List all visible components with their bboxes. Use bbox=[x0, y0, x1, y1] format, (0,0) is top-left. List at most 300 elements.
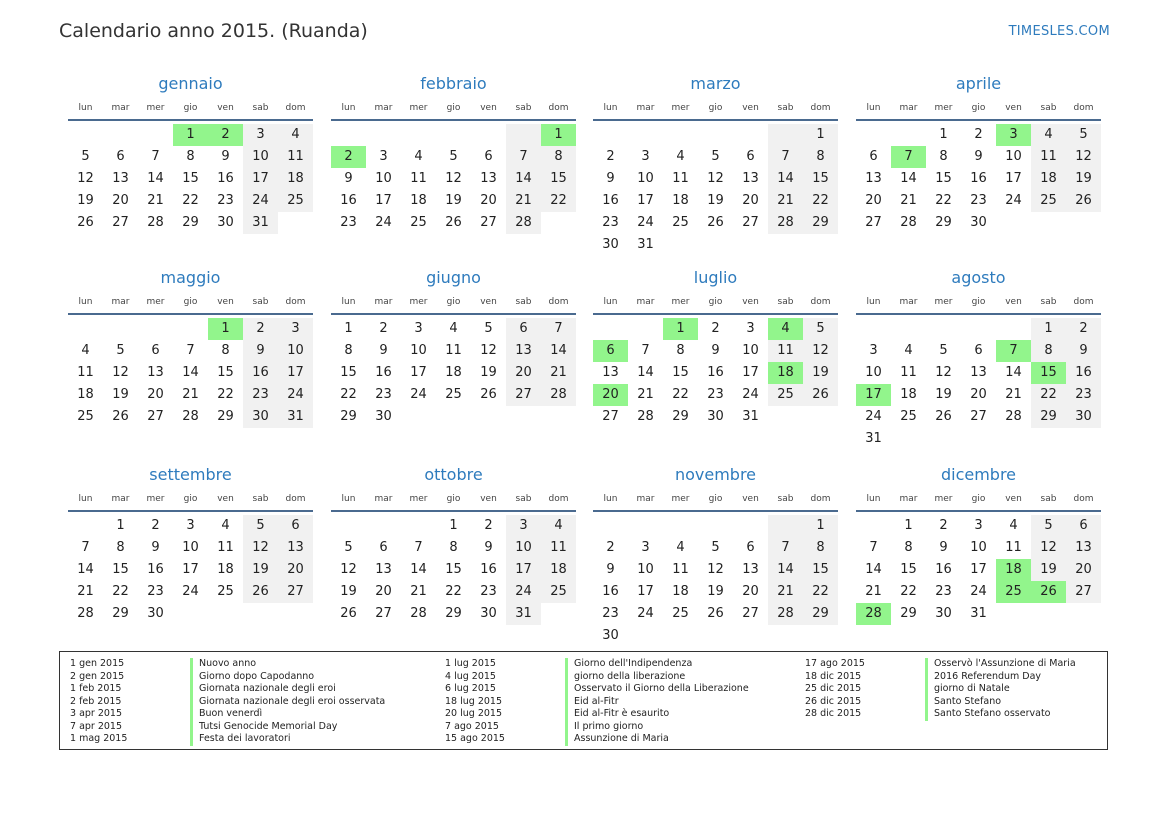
day-cell: 7 bbox=[81, 540, 90, 555]
weekday-label: mer bbox=[934, 103, 953, 113]
day-cell: 9 bbox=[243, 340, 278, 362]
weekday-label: mer bbox=[671, 494, 690, 504]
day-cell: 10 bbox=[506, 537, 541, 559]
day-cell: 8 bbox=[904, 540, 913, 555]
day-cell: 5 bbox=[116, 343, 125, 358]
day-cell: 20 bbox=[742, 584, 759, 599]
empty-day-cell bbox=[471, 124, 506, 146]
day-cell: 28 bbox=[77, 606, 94, 621]
empty-day-cell bbox=[173, 318, 208, 340]
day-cell: 11 bbox=[410, 171, 427, 186]
month-divider bbox=[856, 313, 1101, 315]
day-grid bbox=[68, 515, 313, 625]
day-cell: 13 bbox=[865, 171, 882, 186]
weekday-label: ven bbox=[480, 297, 497, 307]
legend-entry bbox=[70, 658, 385, 671]
month-febbraio bbox=[331, 73, 576, 234]
day-cell: 16 bbox=[217, 171, 234, 186]
day-cell: 10 bbox=[278, 340, 313, 362]
weekday-label: ven bbox=[742, 103, 759, 113]
day-cell: 24 bbox=[865, 409, 882, 424]
day-cell: 31 bbox=[742, 409, 759, 424]
empty-day-cell bbox=[856, 124, 891, 146]
day-cell: 23 bbox=[217, 193, 234, 208]
day-cell: 27 bbox=[112, 215, 129, 230]
day-cell: 16 bbox=[147, 562, 164, 577]
day-cell: 4 bbox=[221, 518, 230, 533]
weekday-label: gio bbox=[446, 494, 461, 504]
empty-day-cell bbox=[593, 124, 628, 146]
day-cell: 13 bbox=[1066, 537, 1101, 559]
holiday-day-cell: 1 bbox=[541, 124, 576, 146]
day-cell: 19 bbox=[707, 584, 724, 599]
day-cell: 11 bbox=[1031, 146, 1066, 168]
month-divider bbox=[68, 119, 313, 121]
day-cell: 10 bbox=[375, 171, 392, 186]
empty-day-cell bbox=[401, 515, 436, 537]
weekday-label: sab bbox=[515, 297, 532, 307]
day-cell: 15 bbox=[900, 562, 917, 577]
day-grid bbox=[593, 318, 838, 428]
day-cell: 20 bbox=[742, 193, 759, 208]
day-cell: 5 bbox=[344, 540, 353, 555]
day-cell: 10 bbox=[637, 171, 654, 186]
legend-entry bbox=[445, 658, 749, 671]
weekday-label: dom bbox=[810, 494, 831, 504]
legend-date: 15 ago 2015 bbox=[445, 733, 505, 744]
day-cell: 9 bbox=[974, 149, 983, 164]
day-cell: 14 bbox=[182, 365, 199, 380]
day-cell: 7 bbox=[186, 343, 195, 358]
day-cell: 15 bbox=[541, 168, 576, 190]
month-divider bbox=[593, 313, 838, 315]
empty-day-cell bbox=[68, 124, 103, 146]
day-cell: 11 bbox=[77, 365, 94, 380]
day-cell: 17 bbox=[506, 559, 541, 581]
day-cell: 21 bbox=[410, 584, 427, 599]
legend-column-2 bbox=[445, 658, 749, 746]
day-cell: 5 bbox=[1066, 124, 1101, 146]
day-cell: 2 bbox=[606, 540, 615, 555]
empty-day-cell bbox=[628, 515, 663, 537]
empty-day-cell bbox=[698, 515, 733, 537]
day-cell: 29 bbox=[112, 606, 129, 621]
day-cell: 11 bbox=[278, 146, 313, 168]
day-cell: 14 bbox=[77, 562, 94, 577]
brand-link[interactable]: TIMESLES.COM bbox=[1008, 24, 1110, 39]
month-title: giugno bbox=[426, 268, 481, 287]
weekday-label: lun bbox=[341, 297, 356, 307]
day-cell: 28 bbox=[410, 606, 427, 621]
day-cell: 19 bbox=[1066, 168, 1101, 190]
weekday-label: mer bbox=[934, 494, 953, 504]
weekday-label: dom bbox=[810, 103, 831, 113]
day-cell: 17 bbox=[243, 168, 278, 190]
day-cell: 15 bbox=[672, 365, 689, 380]
legend-date: 18 lug 2015 bbox=[445, 695, 502, 707]
weekday-header bbox=[68, 100, 313, 116]
legend-holiday-name: Santo Stefano osservato bbox=[925, 708, 1051, 721]
legend-date: 18 dic 2015 bbox=[805, 670, 862, 682]
weekday-label: ven bbox=[217, 103, 234, 113]
legend-holiday-name: Eid al-Fitr è esaurito bbox=[565, 708, 669, 721]
holiday-day-cell: 6 bbox=[593, 340, 628, 362]
day-cell: 8 bbox=[803, 146, 838, 168]
day-cell: 27 bbox=[147, 409, 164, 424]
weekday-header bbox=[856, 100, 1101, 116]
weekday-label: lun bbox=[866, 297, 881, 307]
empty-day-cell bbox=[366, 124, 401, 146]
weekday-label: dom bbox=[1073, 103, 1094, 113]
empty-day-cell bbox=[996, 318, 1031, 340]
day-cell: 24 bbox=[637, 606, 654, 621]
day-cell: 1 bbox=[116, 518, 125, 533]
day-cell: 25 bbox=[541, 581, 576, 603]
day-cell: 8 bbox=[449, 540, 458, 555]
weekday-label: sab bbox=[1040, 297, 1057, 307]
day-cell: 25 bbox=[1031, 190, 1066, 212]
empty-day-cell bbox=[593, 318, 628, 340]
month-title: dicembre bbox=[940, 465, 1017, 484]
day-cell: 28 bbox=[1005, 409, 1022, 424]
day-cell: 11 bbox=[1005, 540, 1022, 555]
empty-day-cell bbox=[436, 124, 471, 146]
month-divider bbox=[593, 510, 838, 512]
holiday-day-cell: 2 bbox=[208, 124, 243, 146]
day-cell: 11 bbox=[900, 365, 917, 380]
day-cell: 29 bbox=[1031, 406, 1066, 428]
page-title: Calendario anno 2015. (Ruanda) bbox=[59, 20, 368, 42]
day-cell: 4 bbox=[904, 343, 913, 358]
legend-holiday-name: Giornata nazionale degli eroi bbox=[190, 683, 336, 696]
day-cell: 8 bbox=[939, 149, 948, 164]
day-cell: 25 bbox=[410, 215, 427, 230]
weekday-label: ven bbox=[480, 103, 497, 113]
empty-day-cell bbox=[628, 318, 663, 340]
day-cell: 17 bbox=[410, 365, 427, 380]
day-cell: 7 bbox=[506, 146, 541, 168]
weekday-label: gio bbox=[971, 297, 986, 307]
day-cell: 14 bbox=[147, 171, 164, 186]
legend-entry bbox=[445, 671, 749, 684]
weekday-label: mar bbox=[899, 297, 918, 307]
day-cell: 7 bbox=[641, 343, 650, 358]
month-divider bbox=[331, 510, 576, 512]
day-cell: 17 bbox=[278, 362, 313, 384]
legend-holiday-name: Assunzione di Maria bbox=[565, 733, 669, 746]
day-cell: 28 bbox=[541, 384, 576, 406]
day-cell: 21 bbox=[147, 193, 164, 208]
day-cell: 17 bbox=[1005, 171, 1022, 186]
day-cell: 8 bbox=[116, 540, 125, 555]
day-cell: 16 bbox=[935, 562, 952, 577]
day-cell: 2 bbox=[606, 149, 615, 164]
day-cell: 25 bbox=[768, 384, 803, 406]
day-cell: 26 bbox=[340, 606, 357, 621]
day-cell: 8 bbox=[803, 537, 838, 559]
day-cell: 12 bbox=[707, 562, 724, 577]
day-cell: 22 bbox=[182, 193, 199, 208]
day-cell: 21 bbox=[77, 584, 94, 599]
day-cell: 5 bbox=[711, 149, 720, 164]
holiday-day-cell: 18 bbox=[768, 362, 803, 384]
day-cell: 17 bbox=[182, 562, 199, 577]
empty-day-cell bbox=[331, 124, 366, 146]
day-cell: 9 bbox=[939, 540, 948, 555]
day-cell: 24 bbox=[637, 215, 654, 230]
day-cell: 16 bbox=[480, 562, 497, 577]
day-cell: 24 bbox=[243, 190, 278, 212]
day-cell: 3 bbox=[746, 321, 755, 336]
weekday-label: ven bbox=[1005, 297, 1022, 307]
legend-date: 6 lug 2015 bbox=[445, 683, 496, 694]
day-cell: 2 bbox=[484, 518, 493, 533]
day-cell: 18 bbox=[1031, 168, 1066, 190]
day-cell: 6 bbox=[1066, 515, 1101, 537]
day-cell: 21 bbox=[768, 581, 803, 603]
weekday-label: mer bbox=[409, 297, 428, 307]
day-cell: 20 bbox=[147, 387, 164, 402]
day-cell: 22 bbox=[445, 584, 462, 599]
empty-day-cell bbox=[891, 318, 926, 340]
weekday-label: gio bbox=[183, 297, 198, 307]
day-grid bbox=[856, 124, 1101, 234]
weekday-label: mar bbox=[636, 103, 655, 113]
day-cell: 13 bbox=[480, 171, 497, 186]
legend-date: 20 lug 2015 bbox=[445, 708, 502, 719]
day-cell: 9 bbox=[484, 540, 493, 555]
weekday-label: gio bbox=[971, 494, 986, 504]
day-cell: 12 bbox=[480, 343, 497, 358]
day-cell: 22 bbox=[112, 584, 129, 599]
day-cell: 26 bbox=[445, 215, 462, 230]
day-cell: 1 bbox=[803, 515, 838, 537]
day-cell: 5 bbox=[81, 149, 90, 164]
day-cell: 13 bbox=[375, 562, 392, 577]
day-cell: 9 bbox=[606, 171, 615, 186]
day-cell: 19 bbox=[340, 584, 357, 599]
day-cell: 18 bbox=[445, 365, 462, 380]
day-cell: 11 bbox=[672, 171, 689, 186]
day-cell: 1 bbox=[449, 518, 458, 533]
weekday-label: sab bbox=[1040, 494, 1057, 504]
weekday-header bbox=[856, 491, 1101, 507]
day-cell: 20 bbox=[1066, 559, 1101, 581]
day-cell: 17 bbox=[637, 584, 654, 599]
weekday-label: mar bbox=[636, 494, 655, 504]
weekday-label: mar bbox=[374, 297, 393, 307]
day-cell: 15 bbox=[217, 365, 234, 380]
day-cell: 21 bbox=[541, 362, 576, 384]
day-cell: 26 bbox=[803, 384, 838, 406]
day-cell: 27 bbox=[742, 215, 759, 230]
day-cell: 7 bbox=[768, 146, 803, 168]
legend-entry bbox=[805, 671, 1076, 684]
month-title: ottobre bbox=[424, 465, 483, 484]
day-cell: 29 bbox=[340, 409, 357, 424]
legend-holiday-name: giorno della liberazione bbox=[565, 671, 685, 684]
day-cell: 7 bbox=[414, 540, 423, 555]
day-cell: 13 bbox=[742, 171, 759, 186]
month-settembre bbox=[68, 464, 313, 625]
day-cell: 11 bbox=[217, 540, 234, 555]
day-cell: 7 bbox=[768, 537, 803, 559]
day-cell: 26 bbox=[707, 215, 724, 230]
day-cell: 25 bbox=[77, 409, 94, 424]
empty-day-cell bbox=[961, 318, 996, 340]
legend-entry bbox=[70, 696, 385, 709]
day-cell: 26 bbox=[112, 409, 129, 424]
empty-day-cell bbox=[138, 124, 173, 146]
day-cell: 19 bbox=[243, 559, 278, 581]
day-cell: 12 bbox=[935, 365, 952, 380]
day-cell: 23 bbox=[935, 584, 952, 599]
day-cell: 28 bbox=[900, 215, 917, 230]
day-cell: 6 bbox=[869, 149, 878, 164]
day-cell: 15 bbox=[445, 562, 462, 577]
weekday-label: sab bbox=[252, 494, 269, 504]
month-aprile bbox=[856, 73, 1101, 234]
weekday-label: mar bbox=[899, 103, 918, 113]
day-cell: 30 bbox=[970, 215, 987, 230]
legend-date: 3 apr 2015 bbox=[70, 708, 123, 719]
day-cell: 31 bbox=[506, 603, 541, 625]
legend-date: 17 ago 2015 bbox=[805, 658, 865, 669]
day-cell: 23 bbox=[243, 384, 278, 406]
legend-entry bbox=[445, 696, 749, 709]
day-cell: 6 bbox=[116, 149, 125, 164]
legend-holiday-name: Nuovo anno bbox=[190, 658, 256, 671]
day-cell: 3 bbox=[414, 321, 423, 336]
day-cell: 7 bbox=[541, 318, 576, 340]
day-cell: 22 bbox=[1031, 384, 1066, 406]
day-cell: 22 bbox=[541, 190, 576, 212]
day-cell: 20 bbox=[480, 193, 497, 208]
day-cell: 3 bbox=[641, 149, 650, 164]
day-cell: 1 bbox=[939, 127, 948, 142]
day-cell: 3 bbox=[974, 518, 983, 533]
day-cell: 17 bbox=[375, 193, 392, 208]
day-cell: 16 bbox=[1066, 362, 1101, 384]
day-cell: 9 bbox=[711, 343, 720, 358]
day-cell: 21 bbox=[865, 584, 882, 599]
legend-holiday-name: Giornata nazionale degli eroi osservata bbox=[190, 696, 385, 709]
legend-entry bbox=[805, 658, 1076, 671]
day-cell: 3 bbox=[869, 343, 878, 358]
day-cell: 9 bbox=[221, 149, 230, 164]
day-cell: 17 bbox=[742, 365, 759, 380]
day-cell: 28 bbox=[506, 212, 541, 234]
day-cell: 31 bbox=[278, 406, 313, 428]
day-cell: 30 bbox=[602, 237, 619, 252]
day-cell: 21 bbox=[900, 193, 917, 208]
empty-day-cell bbox=[768, 124, 803, 146]
day-cell: 12 bbox=[445, 171, 462, 186]
legend-date: 26 dic 2015 bbox=[805, 695, 862, 707]
holiday-day-cell: 15 bbox=[1031, 362, 1066, 384]
day-cell: 20 bbox=[865, 193, 882, 208]
day-cell: 19 bbox=[803, 362, 838, 384]
day-cell: 18 bbox=[672, 584, 689, 599]
day-cell: 22 bbox=[340, 387, 357, 402]
day-cell: 25 bbox=[900, 409, 917, 424]
empty-day-cell bbox=[698, 124, 733, 146]
weekday-label: dom bbox=[548, 297, 569, 307]
day-cell: 29 bbox=[445, 606, 462, 621]
empty-day-cell bbox=[733, 515, 768, 537]
day-cell: 23 bbox=[340, 215, 357, 230]
weekday-label: mar bbox=[899, 494, 918, 504]
legend-holiday-name: Osservato il Giorno della Liberazione bbox=[565, 683, 749, 696]
legend-date: 2 feb 2015 bbox=[70, 695, 122, 707]
weekday-label: dom bbox=[810, 297, 831, 307]
day-cell: 1 bbox=[904, 518, 913, 533]
day-cell: 19 bbox=[935, 387, 952, 402]
day-cell: 22 bbox=[803, 190, 838, 212]
legend-column-3 bbox=[805, 658, 1076, 721]
holiday-day-cell: 4 bbox=[768, 318, 803, 340]
empty-day-cell bbox=[663, 515, 698, 537]
empty-day-cell bbox=[663, 124, 698, 146]
day-cell: 2 bbox=[151, 518, 160, 533]
day-cell: 20 bbox=[112, 193, 129, 208]
empty-day-cell bbox=[366, 515, 401, 537]
month-title: agosto bbox=[951, 268, 1006, 287]
day-cell: 24 bbox=[182, 584, 199, 599]
holiday-day-cell: 1 bbox=[208, 318, 243, 340]
weekday-label: ven bbox=[742, 297, 759, 307]
day-cell: 6 bbox=[278, 515, 313, 537]
day-cell: 12 bbox=[112, 365, 129, 380]
day-cell: 13 bbox=[970, 365, 987, 380]
day-cell: 4 bbox=[676, 149, 685, 164]
day-cell: 23 bbox=[147, 584, 164, 599]
day-cell: 20 bbox=[506, 362, 541, 384]
day-cell: 30 bbox=[217, 215, 234, 230]
day-cell: 18 bbox=[672, 193, 689, 208]
day-cell: 18 bbox=[410, 193, 427, 208]
day-cell: 13 bbox=[278, 537, 313, 559]
day-cell: 14 bbox=[410, 562, 427, 577]
day-cell: 12 bbox=[340, 562, 357, 577]
month-title: settembre bbox=[149, 465, 232, 484]
day-cell: 28 bbox=[637, 409, 654, 424]
weekday-label: mer bbox=[409, 103, 428, 113]
day-cell: 14 bbox=[768, 168, 803, 190]
day-cell: 9 bbox=[151, 540, 160, 555]
day-cell: 6 bbox=[506, 318, 541, 340]
day-cell: 26 bbox=[707, 606, 724, 621]
legend-holiday-name: Buon venerdì bbox=[190, 708, 262, 721]
empty-day-cell bbox=[68, 318, 103, 340]
day-cell: 9 bbox=[606, 562, 615, 577]
weekday-label: sab bbox=[252, 103, 269, 113]
weekday-label: gio bbox=[446, 297, 461, 307]
day-cell: 12 bbox=[1066, 146, 1101, 168]
legend-entry bbox=[70, 721, 385, 734]
day-cell: 31 bbox=[865, 431, 882, 446]
day-cell: 14 bbox=[768, 559, 803, 581]
day-cell: 11 bbox=[768, 340, 803, 362]
day-cell: 24 bbox=[506, 581, 541, 603]
day-cell: 4 bbox=[278, 124, 313, 146]
day-cell: 8 bbox=[344, 343, 353, 358]
day-cell: 10 bbox=[637, 562, 654, 577]
day-cell: 23 bbox=[970, 193, 987, 208]
day-cell: 29 bbox=[803, 603, 838, 625]
legend-holiday-name: Eid al-Fitr bbox=[565, 696, 619, 709]
day-cell: 15 bbox=[340, 365, 357, 380]
